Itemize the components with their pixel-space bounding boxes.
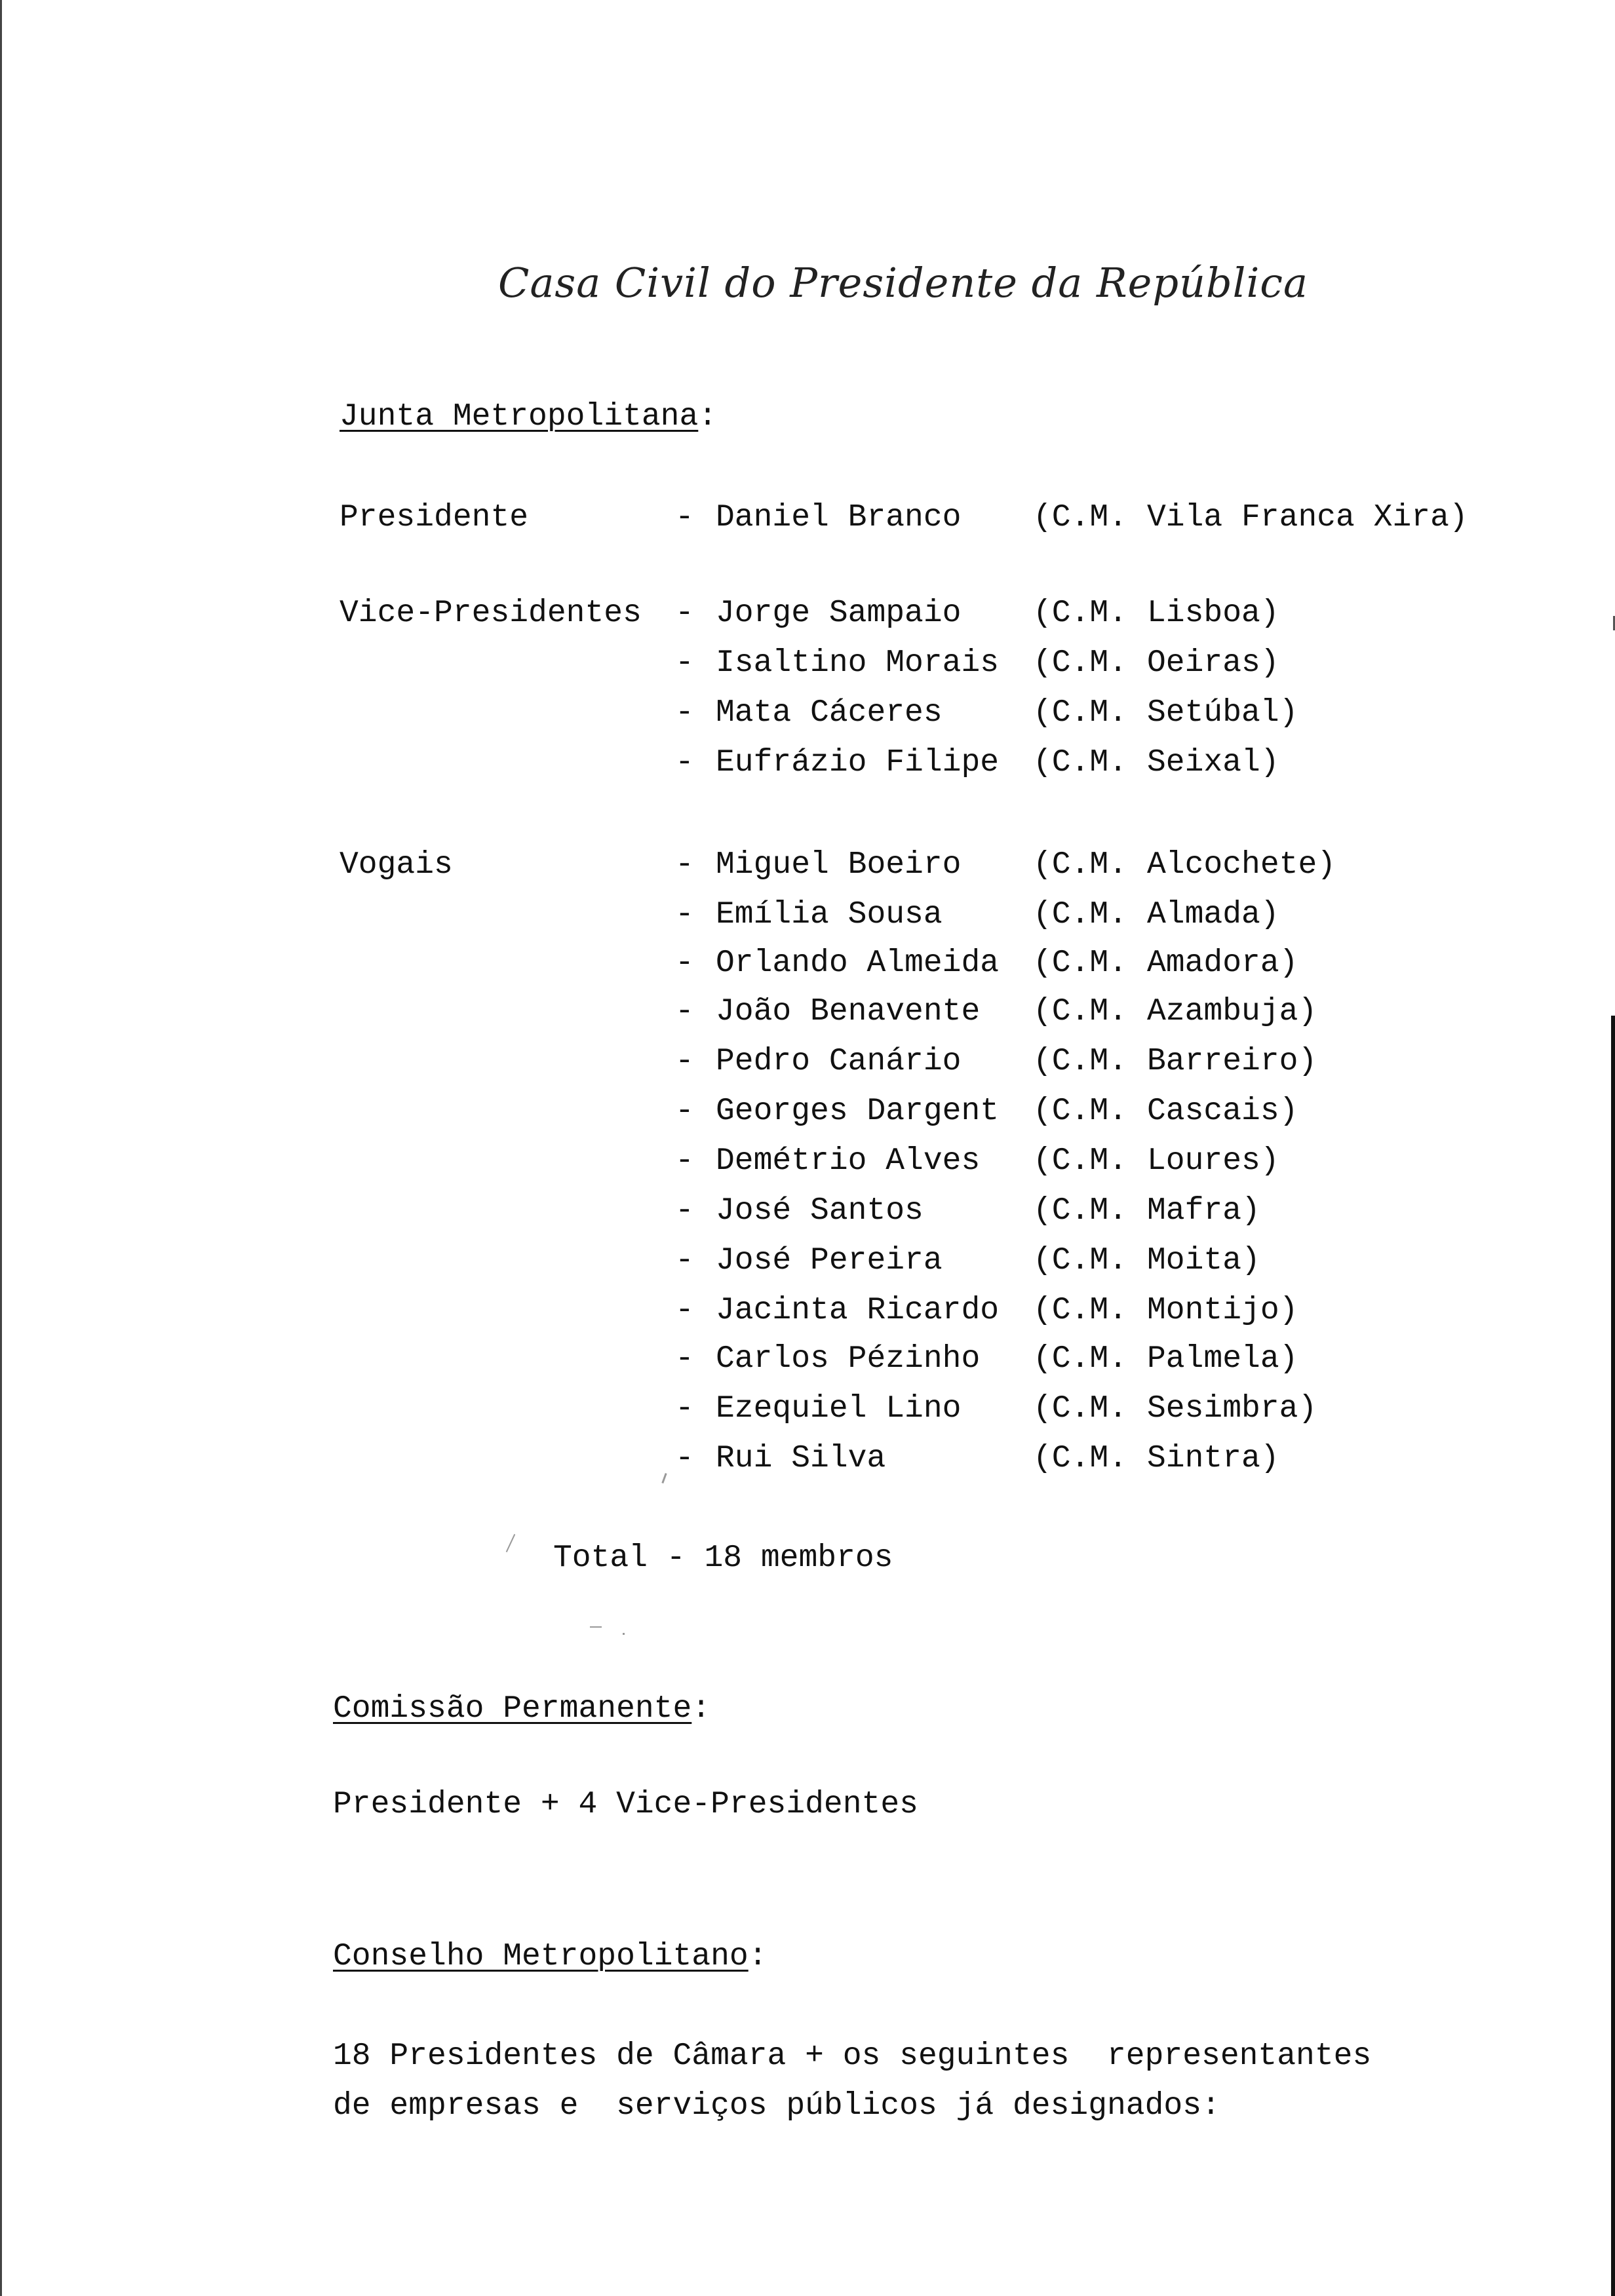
vogal-dash: - xyxy=(675,994,694,1029)
vogal-cm: (C.M. xyxy=(1033,1441,1128,1476)
president-place: Vila Franca Xira) xyxy=(1147,500,1468,535)
junta-heading-line xyxy=(340,401,717,432)
vogal-place: Cascais) xyxy=(1147,1094,1298,1129)
vice-name: Mata Cáceres xyxy=(716,695,943,731)
vogal-dash: - xyxy=(675,1094,694,1129)
vogal-place: Palmela) xyxy=(1147,1341,1298,1377)
vice-cm: (C.M. xyxy=(1033,596,1128,631)
vice-name: Eufrázio Filipe xyxy=(716,745,1000,780)
comissao-body: Presidente + 4 Vice-Presidentes xyxy=(333,1787,918,1822)
vice-cm: (C.M. xyxy=(1033,745,1128,780)
vogal-cm: (C.M. xyxy=(1033,897,1128,932)
vogal-cm: (C.M. xyxy=(1033,1293,1128,1328)
vogal-name: Jacinta Ricardo xyxy=(716,1293,1000,1328)
vogal-name: Georges Dargent xyxy=(716,1094,1000,1129)
vice-cm: (C.M. xyxy=(1033,695,1128,731)
vogal-dash: - xyxy=(675,1441,694,1476)
vogal-dash: - xyxy=(675,1391,694,1426)
vogais-role: Vogais xyxy=(340,847,453,883)
conselho-line-1: 18 Presidentes de Câmara + os seguintes representantes xyxy=(333,2038,1372,2074)
vogal-dash: - xyxy=(675,847,694,883)
scan-edge-right xyxy=(1611,1016,1615,2296)
vogal-name: Miguel Boeiro xyxy=(716,847,962,883)
scan-speck xyxy=(590,1626,602,1628)
vogal-dash: - xyxy=(675,1293,694,1328)
vogal-name: Demétrio Alves xyxy=(716,1143,981,1179)
vogal-place: Sintra) xyxy=(1147,1441,1279,1476)
comissao-heading-line xyxy=(333,1693,710,1725)
vice-place: Oeiras) xyxy=(1147,645,1279,681)
conselho-line-2: de empresas e serviços públicos já designados: xyxy=(333,2088,1220,2124)
vogal-dash: - xyxy=(675,1243,694,1278)
vogal-dash: - xyxy=(675,946,694,981)
vogal-place: Montijo) xyxy=(1147,1293,1298,1328)
vogal-name: Ezequiel Lino xyxy=(716,1391,962,1426)
vogal-cm: (C.M. xyxy=(1033,1094,1128,1129)
vogal-name: Emília Sousa xyxy=(716,897,943,932)
scan-speck xyxy=(661,1473,667,1483)
vogal-name: José Santos xyxy=(716,1193,924,1229)
vogal-name: Orlando Almeida xyxy=(716,946,1000,981)
vogal-dash: - xyxy=(675,1143,694,1179)
vogal-name: José Pereira xyxy=(716,1243,943,1278)
comissao-heading-colon: : xyxy=(691,1691,711,1727)
vice-dash: - xyxy=(675,645,694,681)
president-cm: (C.M. xyxy=(1033,500,1128,535)
junta-heading-colon: : xyxy=(698,399,718,434)
conselho-heading: Conselho Metropolitano xyxy=(333,1939,749,1974)
vice-dash: - xyxy=(675,745,694,780)
conselho-heading-line xyxy=(333,1941,768,1972)
vice-role: Vice-Presidentes xyxy=(340,596,642,631)
vogal-cm: (C.M. xyxy=(1033,946,1128,981)
vogal-dash: - xyxy=(675,1044,694,1079)
vogal-name: Carlos Pézinho xyxy=(716,1341,981,1377)
vogal-name: Pedro Canário xyxy=(716,1044,962,1079)
vogal-dash: - xyxy=(675,897,694,932)
vogal-place: Amadora) xyxy=(1147,946,1298,981)
vogal-cm: (C.M. xyxy=(1033,1341,1128,1377)
vice-name: Jorge Sampaio xyxy=(716,596,962,631)
vogal-place: Almada) xyxy=(1147,897,1279,932)
junta-heading: Junta Metropolitana xyxy=(340,399,699,434)
letterhead: Casa Civil do Presidente da República xyxy=(498,259,1308,307)
vogal-dash: - xyxy=(675,1341,694,1377)
vice-place: Lisboa) xyxy=(1147,596,1279,631)
president-role: Presidente xyxy=(340,500,529,535)
vice-name: Isaltino Morais xyxy=(716,645,1000,681)
vogal-cm: (C.M. xyxy=(1033,1044,1128,1079)
vogal-place: Barreiro) xyxy=(1147,1044,1317,1079)
vogal-cm: (C.M. xyxy=(1033,994,1128,1029)
vogal-place: Moita) xyxy=(1147,1243,1260,1278)
vogal-cm: (C.M. xyxy=(1033,1243,1128,1278)
vogal-place: Azambuja) xyxy=(1147,994,1317,1029)
vogal-dash: - xyxy=(675,1193,694,1229)
vice-dash: - xyxy=(675,695,694,731)
vogal-cm: (C.M. xyxy=(1033,847,1128,883)
vice-cm: (C.M. xyxy=(1033,645,1128,681)
vice-place: Seixal) xyxy=(1147,745,1279,780)
vice-dash: - xyxy=(675,596,694,631)
scan-speck xyxy=(506,1534,515,1552)
comissao-heading: Comissão Permanente xyxy=(333,1691,692,1727)
scan-speck xyxy=(623,1633,625,1635)
conselho-heading-colon: : xyxy=(748,1939,768,1974)
scan-edge-left xyxy=(0,0,2,2296)
vogal-place: Alcochete) xyxy=(1147,847,1336,883)
vogal-name: João Benavente xyxy=(716,994,981,1029)
president-dash: - xyxy=(675,500,694,535)
total-line: Total - 18 membros xyxy=(553,1540,893,1576)
vogal-name: Rui Silva xyxy=(716,1441,886,1476)
vice-place: Setúbal) xyxy=(1147,695,1298,731)
vogal-place: Loures) xyxy=(1147,1143,1279,1179)
vogal-cm: (C.M. xyxy=(1033,1193,1128,1229)
vogal-place: Sesimbra) xyxy=(1147,1391,1317,1426)
vogal-place: Mafra) xyxy=(1147,1193,1260,1229)
president-name: Daniel Branco xyxy=(716,500,962,535)
vogal-cm: (C.M. xyxy=(1033,1143,1128,1179)
vogal-cm: (C.M. xyxy=(1033,1391,1128,1426)
